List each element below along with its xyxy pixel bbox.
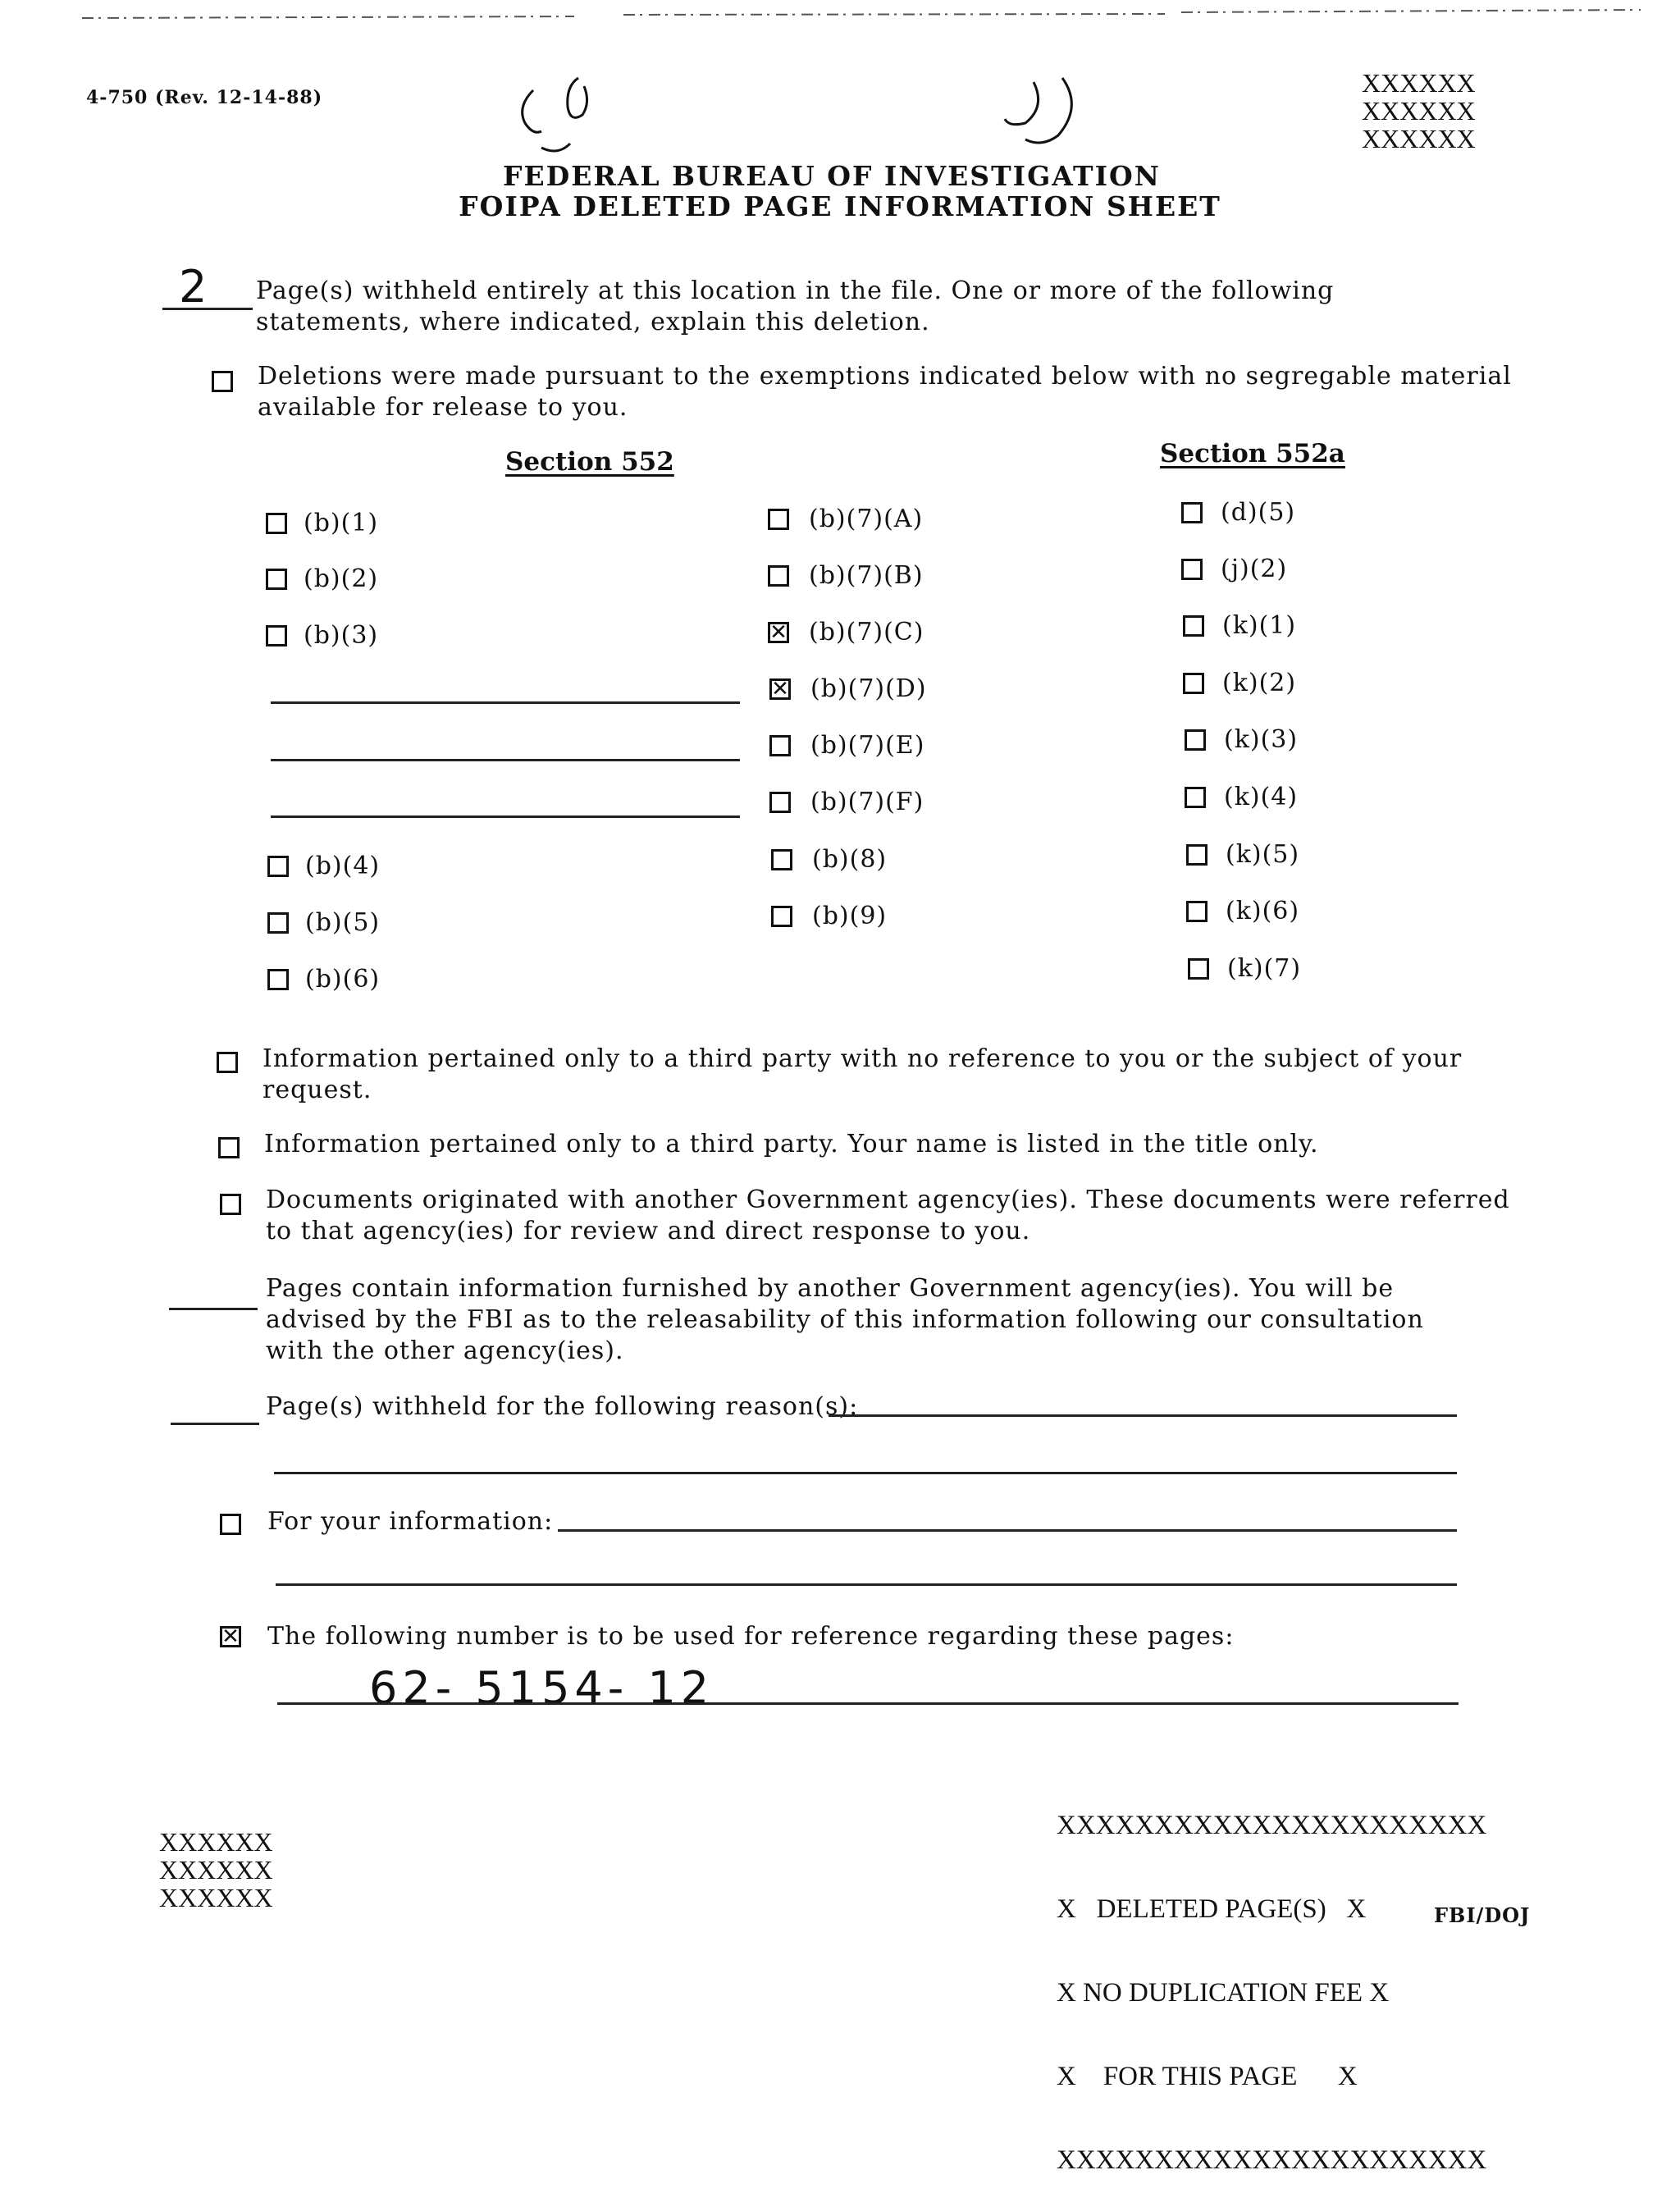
exemption-d5[interactable]: (d)(5) xyxy=(1181,498,1295,527)
checkbox[interactable] xyxy=(769,792,791,813)
exemption-b4[interactable]: (b)(4) xyxy=(267,852,380,880)
checkbox[interactable] xyxy=(1185,729,1206,751)
other-agency-consult-count-line xyxy=(169,1308,258,1310)
exemption-b7c[interactable]: ✕ (b)(7)(C) xyxy=(768,618,924,646)
document-title: FEDERAL BUREAU OF INVESTIGATION xyxy=(503,160,1161,192)
checkbox[interactable] xyxy=(1188,958,1209,980)
checkbox[interactable] xyxy=(1181,502,1203,523)
checkbox[interactable] xyxy=(1183,673,1204,694)
withheld-statement: Page(s) withheld entirely at this location in the file. One or more of the following statements, where indicated, explain this deletion. xyxy=(256,276,1335,336)
exemption-k4[interactable]: (k)(4) xyxy=(1185,783,1298,811)
deletions-statement: Deletions were made pursuant to the exemptions indicated below with no segregable material available for release to you. xyxy=(258,362,1512,422)
exemption-j2[interactable]: (j)(2) xyxy=(1181,555,1287,583)
exemption-b1[interactable]: (b)(1) xyxy=(266,509,378,537)
third-party-no-reference-statement: Information pertained only to a third party with no reference to you or the subject of your request. xyxy=(262,1044,1463,1104)
exemption-b7f[interactable]: (b)(7)(F) xyxy=(769,788,924,816)
checkbox-checked[interactable]: ✕ xyxy=(768,622,789,643)
checkbox[interactable] xyxy=(1181,559,1203,580)
form-number: 4-750 (Rev. 12-14-88) xyxy=(86,87,323,108)
reference-number: 62- 5154- 12 xyxy=(369,1662,714,1714)
exemption-k1[interactable]: (k)(1) xyxy=(1183,611,1296,640)
for-your-information-checkbox[interactable] xyxy=(220,1514,241,1535)
checkbox[interactable] xyxy=(771,906,792,927)
checkbox-checked[interactable]: ✕ xyxy=(769,678,791,700)
blank-exemption-line-1 xyxy=(271,701,740,704)
checkbox[interactable] xyxy=(1186,844,1208,866)
checkbox[interactable] xyxy=(267,856,289,877)
section-552a-heading: Section 552a xyxy=(1160,439,1345,468)
exemption-b8[interactable]: (b)(8) xyxy=(771,845,887,874)
exemption-b7b[interactable]: (b)(7)(B) xyxy=(768,561,924,590)
reference-number-line xyxy=(277,1702,1459,1705)
checkbox[interactable] xyxy=(267,969,289,990)
exemption-k2[interactable]: (k)(2) xyxy=(1183,669,1296,697)
exemption-b7d[interactable]: ✕ (b)(7)(D) xyxy=(769,674,927,703)
other-agency-consult-statement: Pages contain information furnished by another Government agency(ies). You will be advised by the FBI as to the releasability of this information following our consultation with the other agency(ies). xyxy=(266,1274,1424,1365)
deletions-checkbox[interactable] xyxy=(212,371,233,392)
exemption-b3[interactable]: (b)(3) xyxy=(266,621,378,650)
scan-noise xyxy=(0,0,1680,33)
withheld-reasons-count-line xyxy=(171,1423,259,1425)
third-party-title-statement: Information pertained only to a third party. Your name is listed in the title only. xyxy=(264,1130,1319,1158)
checkbox[interactable] xyxy=(768,509,789,530)
punch-hole-marks xyxy=(509,57,1165,164)
checkbox[interactable] xyxy=(769,735,791,756)
exemption-b2[interactable]: (b)(2) xyxy=(266,564,378,593)
exemption-b7a[interactable]: (b)(7)(A) xyxy=(768,505,923,533)
document-subtitle: FOIPA DELETED PAGE INFORMATION SHEET xyxy=(459,190,1221,222)
exemption-b5[interactable]: (b)(5) xyxy=(267,908,380,937)
for-your-information-label: For your information: xyxy=(267,1507,554,1536)
withheld-reasons-label: Page(s) withheld for the following reason(s): xyxy=(266,1392,859,1421)
other-agency-referred-checkbox[interactable] xyxy=(220,1194,241,1215)
third-party-no-reference-checkbox[interactable] xyxy=(217,1052,238,1073)
deleted-page-notice: XXXXXXXXXXXXXXXXXXXXXX X DELETED PAGE(S) X X NO DUPLICATION FEE X X FOR THIS PAGE X XXXXXXXXXXXXXXXXXXXXXX xyxy=(1057,1811,1487,2175)
checkbox[interactable] xyxy=(1185,787,1206,808)
checkbox[interactable] xyxy=(771,849,792,870)
for-your-information-field-line-1[interactable] xyxy=(558,1529,1457,1532)
reference-number-statement: The following number is to be used for reference regarding these pages: xyxy=(267,1622,1235,1651)
checkbox[interactable] xyxy=(1186,901,1208,922)
exemption-b9[interactable]: (b)(9) xyxy=(771,902,887,930)
third-party-title-checkbox[interactable] xyxy=(218,1137,240,1158)
bottom-left-redaction-marks: XXXXXX XXXXXX XXXXXX xyxy=(159,1827,273,1912)
reference-number-checkbox-checked[interactable]: ✕ xyxy=(220,1626,241,1647)
checkbox[interactable] xyxy=(1183,615,1204,637)
exemption-k7[interactable]: (k)(7) xyxy=(1188,954,1301,983)
for-your-information-field-line-2[interactable] xyxy=(276,1583,1457,1586)
checkbox[interactable] xyxy=(266,513,287,534)
withheld-count: 2 xyxy=(179,261,212,313)
exemption-k3[interactable]: (k)(3) xyxy=(1185,725,1298,754)
checkbox[interactable] xyxy=(266,569,287,590)
top-right-redaction-marks: XXXXXX XXXXXX XXXXXX xyxy=(1362,68,1476,153)
blank-exemption-line-3 xyxy=(271,815,740,818)
agency-mark: FBI/DOJ xyxy=(1434,1903,1531,1927)
exemption-k6[interactable]: (k)(6) xyxy=(1186,897,1299,925)
exemption-b6[interactable]: (b)(6) xyxy=(267,965,380,994)
exemption-k5[interactable]: (k)(5) xyxy=(1186,840,1299,869)
checkbox[interactable] xyxy=(768,565,789,587)
section-552-heading: Section 552 xyxy=(505,447,674,477)
exemption-b7e[interactable]: (b)(7)(E) xyxy=(769,731,924,760)
other-agency-referred-statement: Documents originated with another Government agency(ies). These documents were referred to that agency(ies) for review and direct response to you. xyxy=(266,1186,1510,1245)
withheld-reasons-field-line-1[interactable] xyxy=(829,1414,1457,1417)
checkbox[interactable] xyxy=(266,625,287,646)
blank-exemption-line-2 xyxy=(271,759,740,761)
withheld-reasons-field-line-2[interactable] xyxy=(274,1472,1457,1474)
withheld-count-line xyxy=(162,308,253,310)
checkbox[interactable] xyxy=(267,912,289,934)
